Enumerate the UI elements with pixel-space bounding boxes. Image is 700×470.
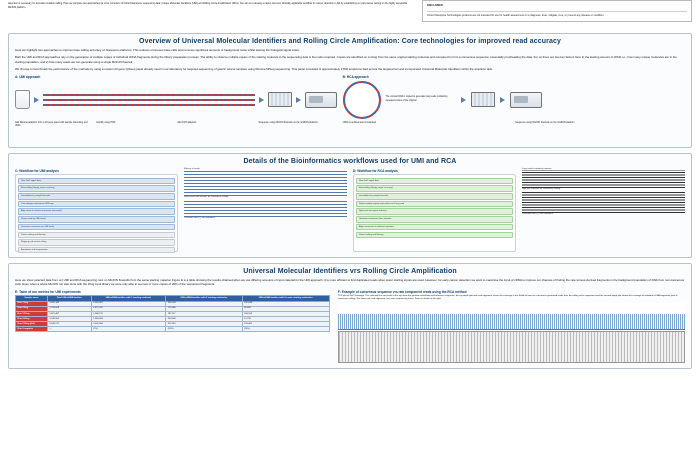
figure-a-label: A: UMI approach xyxy=(15,74,41,79)
table-cell: 1,471,437 xyxy=(91,306,166,311)
flowcell-icon xyxy=(268,92,292,107)
tube-icon xyxy=(15,90,30,109)
table-cell: — xyxy=(47,327,91,332)
table-cell: 2,001,664 xyxy=(91,322,166,327)
umi-mixture-label: Mixture of reads xyxy=(184,167,200,170)
workflow-rca-diagram xyxy=(353,174,516,252)
workflow-node: Split read into repeat subunits xyxy=(356,208,513,215)
workflow-row xyxy=(15,168,685,252)
panel-overview-p2: Both the UMI and RCA approaches rely on the generation of multiple copies of individual cDNA fragments during the library preparation process. The ability to observe multiple copies of the starting molecule in the sequencing data is then also required. Copies are identified on coming from the same original starting molecule and compared to form a consensus sequence, essentially proofreading the data. For us there are two key factors here 1) the starting amount of cDNA i.e., how many unique molecules are in the starting population, and 2) how many reads we can generate using a single MinION flowcell. xyxy=(15,55,677,64)
arrow-icon xyxy=(461,97,466,103)
workflow-rca xyxy=(353,168,516,252)
table-cell: 1,092,185 xyxy=(47,301,91,306)
table-cell: (7%) xyxy=(91,327,166,332)
panel-comparison-title: Universal Molecular Identifiers vrs Rolling Circle Amplification xyxy=(243,267,457,275)
umi-constant-label: Constant calls (+) are mutations xyxy=(184,217,215,220)
table-cell: 1,983,453 xyxy=(91,316,166,321)
rca-split-label: Split into subunits for consensus calling xyxy=(522,188,561,191)
arrow-icon xyxy=(259,97,264,103)
panel-comparison-p1: Here we show selected data from our UMI and RCA sequencing runs on MinION flowcells from the same starting material. Figure E is a table showing the results obtained when we use differing amounts of input material for the UMI approach. It is more efficient to find duplicated reads when lower starting inputs are used. However, for early cancer detection we want to maximise the input of cDNA to improve our chances of finding the rare tumour-derived fragments in the background population of DNA from non-cancerous cells. Even when a whole MinION run was done with the 20ng input library we were only able to see two or more copies of 20% of the sequenced fragments. xyxy=(15,277,685,286)
workflow-node: Variant calling and filtering xyxy=(356,232,513,239)
figure-e-label: E: Table of run metrics for UMI experiments xyxy=(15,290,81,294)
table-cell: Run 4 20ng xyxy=(16,316,48,321)
workflow-node: Demultiplex by sample barcode xyxy=(18,193,175,200)
table-cell: 108,159 xyxy=(242,311,329,316)
table-cell: 2,546,217 xyxy=(47,322,91,327)
figure-a-caption-1: Add Illumina adaptors from a 23 gene panel with sample barcoding and UMIs. xyxy=(15,121,88,127)
table-col-header: UMI+cDNA families with 2 starting molecules xyxy=(166,296,242,302)
table-cell: 1,709,008 xyxy=(47,306,91,311)
workflow-node: Align consensus to reference genome xyxy=(356,224,513,231)
workflow-c-label: C: Workflow for UMI analysis xyxy=(15,168,59,173)
workflow-node: Group reads by UMI family xyxy=(18,216,175,223)
disclaimer-box xyxy=(422,0,692,22)
minion-sequencer-icon xyxy=(305,92,337,108)
figure-a-umi xyxy=(15,74,337,142)
table-col-header: UMI+cDNA families with 3+ more starting molecules xyxy=(242,296,329,302)
workflow-node: Annotation and interpretation xyxy=(18,247,175,254)
figure-a-caption-4: Sequence using MinION flowcells on the GridION platform. xyxy=(258,121,319,124)
dna-strand-icon xyxy=(43,94,255,96)
figure-b-caption-3: Sequence using MinION flowcells on the GridION platform xyxy=(515,121,575,124)
table-cell: Run 3 10ng xyxy=(16,311,48,316)
table-cell: 1,566,211 xyxy=(91,311,166,316)
umi-families-graphic xyxy=(184,199,347,217)
panel-bioinformatics-title: Details of the Bioinformatics workflows used for UMI and RCA xyxy=(243,157,457,165)
table-cell: Run 6 negative xyxy=(16,327,48,332)
flowcell-icon xyxy=(471,92,495,107)
workflow-umi-diagram xyxy=(15,174,178,252)
table-cell: 1,001,367 xyxy=(91,301,166,306)
rca-subunits-graphic xyxy=(522,191,685,213)
rca-longreads-label: Long reads containing repeats xyxy=(522,167,552,170)
figure-f-block xyxy=(338,289,685,363)
table-cell: 62,485 xyxy=(242,306,329,311)
table-body xyxy=(16,301,330,332)
figure-b-caption-1: The circular DNA is copied to generate long reads containing repeated copies of the original xyxy=(385,96,448,102)
workflow-node: Generate consensus per UMI family xyxy=(18,224,175,231)
top-strip xyxy=(8,0,692,28)
table-cell: 2,246,554 xyxy=(47,316,91,321)
table-col-header: Sample name xyxy=(16,296,48,302)
figure-a-canvas xyxy=(15,80,337,142)
workflow-node: Raw fast5 signal data xyxy=(18,178,175,185)
arrow-icon xyxy=(500,97,505,103)
workflow-node: Variant calling and filtering xyxy=(18,232,175,239)
umi-read-figure xyxy=(184,168,347,252)
dna-strand-icon xyxy=(43,99,255,101)
workflow-node: Mapping and variant calling xyxy=(18,239,175,246)
umi-metrics-table xyxy=(15,295,330,332)
comparison-row xyxy=(15,289,685,363)
workflow-node: Basecalling (Guppy, super accuracy) xyxy=(356,185,513,192)
table-cell: Run 2 5ng xyxy=(16,306,48,311)
figure-b-caption-2: cDNA is splinted and circularised xyxy=(342,121,377,124)
table-row xyxy=(16,327,330,332)
table-cell: 12,795 xyxy=(242,316,329,321)
disclaimer-title: DISCLAIMER: xyxy=(427,4,444,7)
intro-continued-text: detection is necessary for accurate mutation calling. Here we compare two approaches for error correction of Oxford Nanopore sequencing data: Unique Molecular Identifiers (UMI) and Rolling Circle Amplification (RCA). Our aim is to develop a rapid, low-cost, clinically applicable workflow for cancer detection in NZ by establishing our pan-cancer testing on the highly accessible MinION platform. xyxy=(8,2,408,9)
table-col-header: UMI+cDNA families with 1 starting molecule xyxy=(91,296,166,302)
table-cell: 175,086 xyxy=(166,306,242,311)
workflow-node: Generate consensus from subunits xyxy=(356,216,513,223)
figure-b-rca xyxy=(343,74,685,142)
table-block xyxy=(15,289,330,363)
workflow-d-label: D: Workflow for RCA analysis xyxy=(353,168,398,173)
divider xyxy=(427,11,687,12)
table-cell: (74%) xyxy=(242,327,329,332)
figure-f-caption: TOP plot of 4xV2 coverage. The coloured line and scale at the top show the genome coordinate and reference sequence, the top depth plot and read alignment shows the coverage in the 8-fold fix from the consensus generated reads from the rolling circle experiment and the second depth plot shown the coverage of individual cDNA fragments prior to consensus calling. The lower raw read alignment, has more sequencing errors. Zoom in shown to the right. xyxy=(337,295,678,301)
panel-comparison xyxy=(8,263,692,370)
figure-b-label: B: RCA approach xyxy=(342,74,369,79)
workflow-node: Demultiplex by sample barcode xyxy=(356,193,513,200)
table-cell: (19%) xyxy=(166,327,242,332)
rca-read-figure xyxy=(522,168,685,252)
table-cell: 135,209 xyxy=(166,301,242,306)
workflow-umi xyxy=(15,168,178,252)
figure-a-caption-3: Add ONT adaptors xyxy=(177,121,197,124)
arrow-icon xyxy=(34,97,39,103)
table-cell: 411,553 xyxy=(166,322,242,327)
table-cell: Run 1 2ng xyxy=(16,301,48,306)
workflow-node: Trim adaptors and extract UMI tags xyxy=(18,201,175,208)
dna-strand-icon xyxy=(43,104,255,106)
disclaimer-text: Oxford Nanopore Technologies products are not intended for use for health assessment or to diagnose, treat, mitigate, cure, or prevent any disease or condition. xyxy=(427,14,605,18)
figure-b-canvas xyxy=(343,80,685,142)
read-alignment-graphic xyxy=(338,331,685,363)
panel-overview-title: Overview of Universal Molecular Identifiers and Rolling Circle Amplification: Core technologies for improved read accuracy xyxy=(139,38,561,45)
minion-sequencer-icon xyxy=(510,92,542,108)
table-cell: 132,038 xyxy=(242,301,329,306)
table-cell: 250,306 xyxy=(166,316,242,321)
workflow-node: Detect tandem repeat units within each long read xyxy=(356,201,513,208)
table-cell: 1,871,487 xyxy=(47,311,91,316)
panel-overview-p1: Here we highlight two approaches to improve base calling accuracy on Nanopore platforms. This reduces erroneous base calls and removes significant amounts of background noise whilst leaving the biological signal intact. xyxy=(15,48,300,52)
rca-constant-label: Constant calls (+) are mutations xyxy=(522,213,553,216)
figure-a-caption-2: Amplify using PCR xyxy=(96,121,116,124)
panel-overview-p3: We choose to benchmark the performance of the methods by using a custom 23 gene QIAseq panel already used in our laboratory for targeted sequencing of gastric cancer samples using Illumina MiSeq sequencing. This panel consisted of approximately 2,800 amplicons tiled across the targeted loci and incorporated Universal Molecular Identifiers within the amplicon tails. xyxy=(15,66,493,71)
overview-figures xyxy=(15,74,685,142)
table-col-header: Total UMI-cDNA families xyxy=(47,296,91,302)
panel-overview xyxy=(8,33,692,148)
arrow-icon xyxy=(296,97,301,103)
table-cell: 133,000 xyxy=(242,322,329,327)
table-cell: Run 5 20ng (full) xyxy=(16,322,48,327)
workflow-node: Align reads to reference genome (minimap2) xyxy=(18,208,175,215)
workflow-node: Raw fast5 signal data xyxy=(356,178,513,185)
circular-dna-icon xyxy=(343,81,381,119)
coverage-plot xyxy=(338,303,685,330)
panel-bioinformatics xyxy=(8,153,692,258)
table-cell: 197,117 xyxy=(166,311,242,316)
workflow-node: Basecalling (Guppy, super accuracy) xyxy=(18,185,175,192)
umi-sorted-label: Sorted into UMI families for consensus calling xyxy=(184,196,229,199)
figure-f-label: F: Example of consensus sequence vrs raw component reads using the RCA method xyxy=(337,290,467,294)
